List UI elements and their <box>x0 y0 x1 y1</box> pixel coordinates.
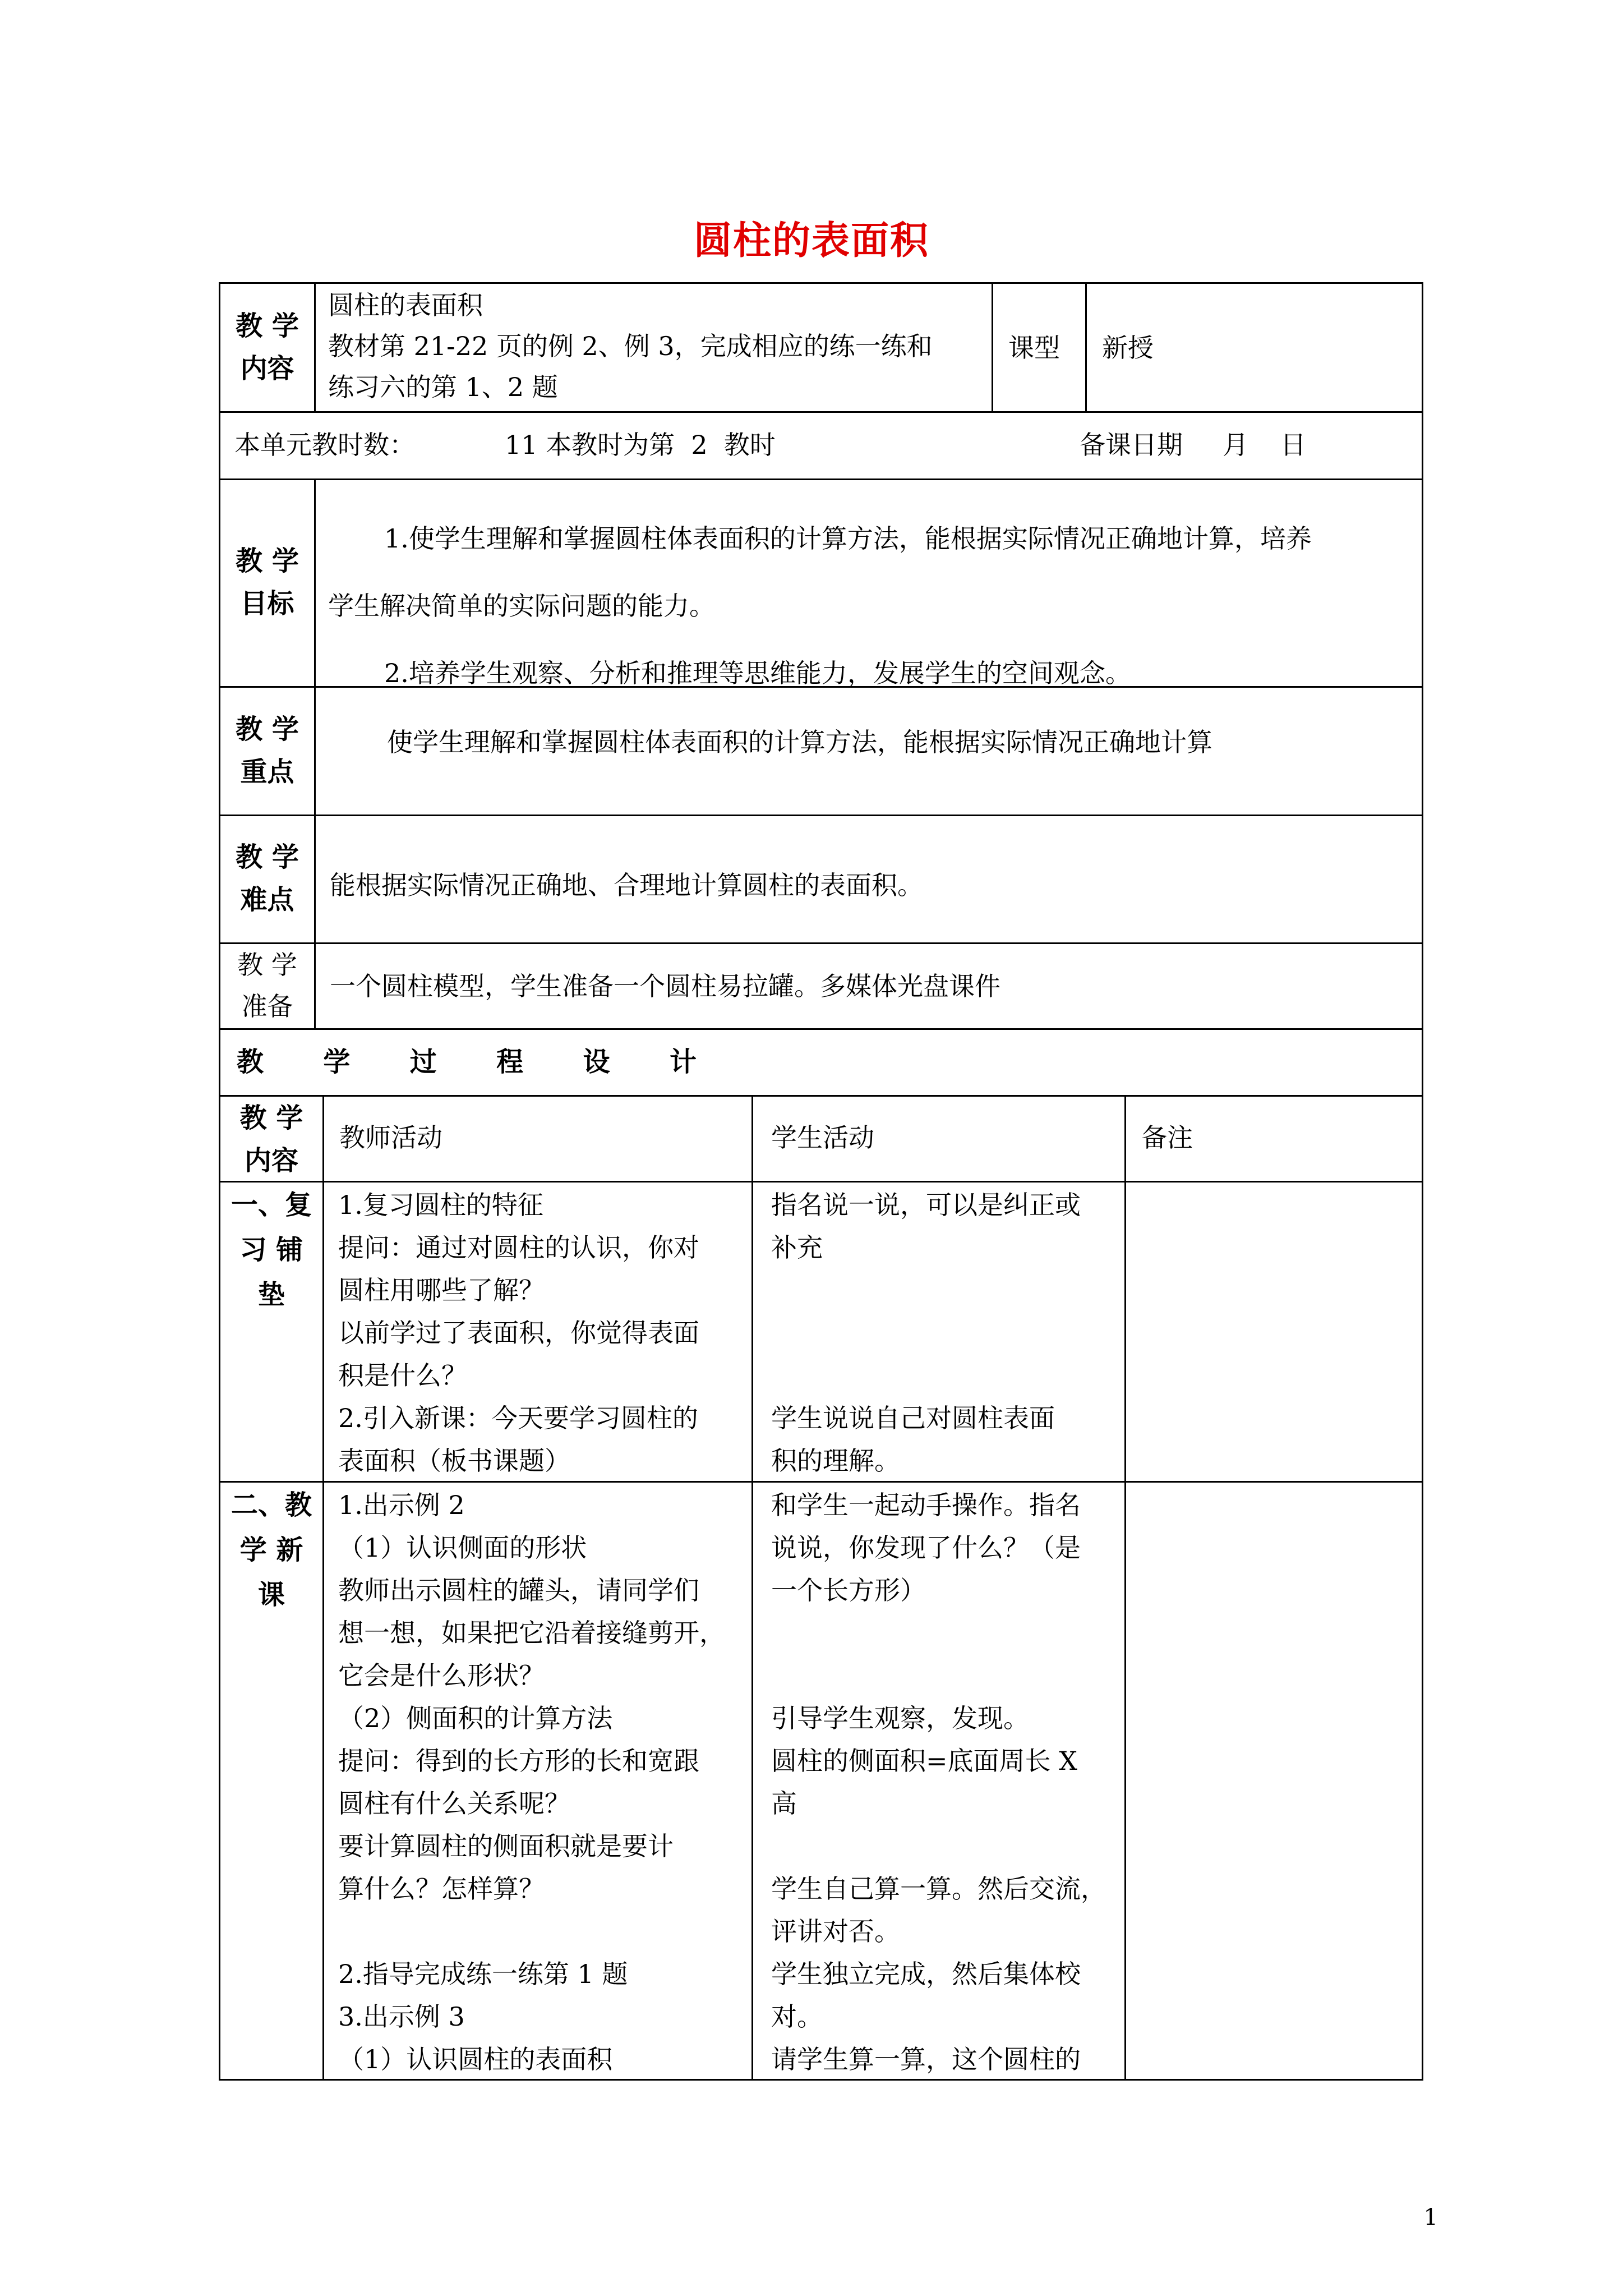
content-label: 教 学 内容 <box>236 310 299 384</box>
objectives-text: 1.使学生理解和掌握圆柱体表面积的计算方法，能根据实际情况正确地计算，培养 学生解决简单的实际问题的能力。 2.培养学生观察、分析和推理等思维能力，发展学生的空间观念。 <box>328 523 1312 688</box>
section-review-student: 指名说一说，可以是纠正或 补充 学生说说自己对圆柱表面 积的理解。 <box>771 1190 1081 1476</box>
key-points-label: 教 学 重点 <box>236 714 299 788</box>
column-teacher-header: 教师活动 <box>339 1122 442 1153</box>
key-points-text: 使学生理解和掌握圆柱体表面积的计算方法，能根据实际情况正确地计算 <box>387 727 1212 757</box>
column-student-header: 学生活动 <box>771 1122 874 1153</box>
prep-date-day: 日 <box>1280 430 1306 460</box>
process-heading: 教 学 过 程 设 计 <box>237 1046 697 1078</box>
column-content-label: 教 学 内容 <box>239 1102 303 1176</box>
difficulties-label: 教 学 难点 <box>236 841 299 915</box>
prep-date-label: 备课日期 <box>1080 430 1183 460</box>
unit-hours-label: 本单元教时数： <box>234 430 415 460</box>
column-notes-header: 备注 <box>1141 1122 1193 1153</box>
section-review-label: 一、复 习 铺 垫 <box>230 1189 312 1310</box>
section-review-teacher: 1.复习圆柱的特征 提问：通过对圆柱的认识，你对 圆柱用哪些了解？ 以前学过了表面积，你觉得表面 积是什么？ 2.引入新课：今天要学习圆柱的 表面积（板书课题） <box>338 1190 699 1476</box>
objectives-label: 教 学 目标 <box>236 545 299 619</box>
course-type-label: 课型 <box>1008 333 1060 363</box>
section-new-lesson-student: 和学生一起动手操作。指名 说说，你发现了什么？（是 一个长方形） 引导学生观察，发现。 圆柱的侧面积=底面周长 X 高 学生自己算一算。然后交流， 评讲对否。 学生独立完成，然后集体校 对。 请学生算一算，这个圆柱的 <box>771 1490 1106 2074</box>
content-description: 圆柱的表面积 教材第 21-22 页的例 2、例 3，完成相应的练一练和 练习六的第 1、2 题 <box>328 290 933 402</box>
section-new-lesson-label: 二、教 学 新 课 <box>230 1489 312 1611</box>
difficulties-text: 能根据实际情况正确地、合理地计算圆柱的表面积。 <box>330 870 923 900</box>
prep-date-month: 月 <box>1223 430 1248 460</box>
page-title: 圆柱的表面积 <box>693 218 929 263</box>
preparation-label: 教 学 准备 <box>237 950 297 1022</box>
page-number: 1 <box>1423 2205 1438 2230</box>
preparation-text: 一个圆柱模型，学生准备一个圆柱易拉罐。多媒体光盘课件 <box>330 971 1000 1001</box>
course-type-value: 新授 <box>1102 333 1154 363</box>
section-new-lesson-teacher: 1.出示例 2 （1）认识侧面的形状 教师出示圆柱的罐头，请同学们 想一想，如果把它沿着接缝剪开， 它会是什么形状？ （2）侧面积的计算方法 提问：得到的长方形的长和宽跟 圆柱有什么关系呢？ 要计算圆柱的侧面积就是要计 算什么？怎样算？ 2.指导完成练一练第 1 题 3.出示例 3 （1）认识圆柱的表面积 <box>338 1490 725 2074</box>
unit-hours-value: 11 本教时为第 2 教时 <box>505 430 776 460</box>
